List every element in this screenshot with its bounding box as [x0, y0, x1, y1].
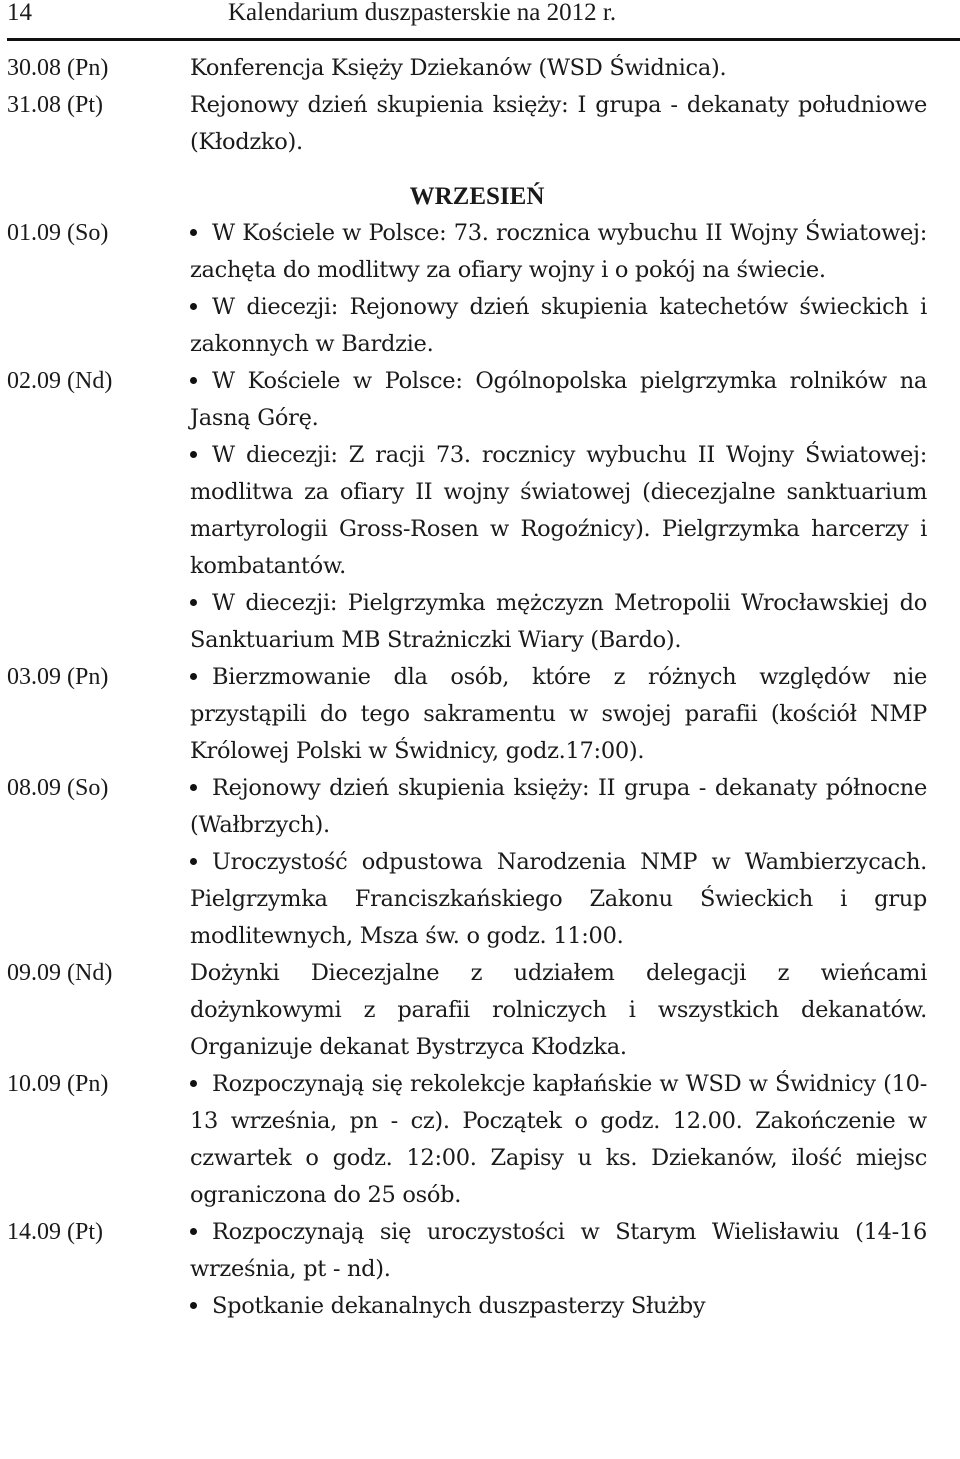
calendar-day — [0, 1214, 960, 1325]
bullet-icon — [190, 673, 197, 680]
month-label: WRZESIEŃ — [409, 183, 545, 210]
entry-item — [190, 955, 927, 1066]
entry-text: Spotkanie dekanalnych duszpasterzy Służby — [212, 1293, 706, 1319]
entry-text: Uroczystość odpustowa Narodzenia NMP w Wambierzycach. Pielgrzymka Franciszkańskiego Zakonu Świeckich i grup modlitewnych, Msza św. o godz. 11:00. — [190, 849, 927, 949]
entry-item — [190, 1214, 927, 1288]
bullet-icon — [190, 229, 197, 236]
entry-item — [190, 1288, 927, 1325]
calendar-day — [0, 955, 960, 1066]
entry-text: W diecezji: Z racji 73. rocznicy wybuchu II Wojny Światowej: modlitwa za ofiary II wojny światowej (diecezjalne sanktuarium martyrologii Gross-Rosen w Rogoźnicy). Pielgrzymka harcerzy i kombatantów. — [190, 442, 927, 579]
bullet-icon — [190, 784, 197, 791]
day-date: 03.09 (Pn) — [7, 664, 109, 690]
entry-text: Rozpoczynają się rekolekcje kapłańskie w WSD w Świdnicy (10-13 września, pn - cz). Początek o godz. 12.00. Zakończenie w czwartek o godz. 12:00. Zapisy u ks. Dziekanów, ilość miejsc ograniczona do 25 osób. — [190, 1071, 927, 1208]
month-heading — [0, 161, 960, 215]
calendar-day — [0, 659, 960, 770]
entry-text: W diecezji: Rejonowy dzień skupienia katechetów świeckich i zakonnych w Bardzie. — [190, 294, 927, 357]
bullet-icon — [190, 451, 197, 458]
entry-text: Bierzmowanie dla osób, które z różnych względów nie przystąpili do tego sakramentu w swojej parafii (kościół NMP Królowej Polski w Świdnicy, godz.17:00). — [190, 664, 927, 764]
page-header — [7, 0, 960, 41]
day-date: 10.09 (Pn) — [7, 1071, 109, 1097]
day-date: 01.09 (So) — [7, 220, 109, 246]
calendar-day — [0, 1066, 960, 1214]
entry-text: W diecezji: Pielgrzymka mężczyzn Metropolii Wrocławskiej do Sanktuarium MB Strażniczki Wiary (Bardo). — [190, 590, 927, 653]
bullet-icon — [190, 599, 197, 606]
day-date: 09.09 (Nd) — [7, 960, 113, 986]
entry-text: Rejonowy dzień skupienia księży: I grupa - dekanaty południowe (Kłodzko). — [190, 92, 927, 155]
entry-item — [190, 289, 927, 363]
calendar-day — [0, 87, 960, 161]
calendar-day — [0, 770, 960, 955]
entry-item — [190, 363, 927, 437]
september-list — [0, 215, 960, 1325]
entry-text: Rozpoczynają się uroczystości w Starym Wielisławiu (14-16 września, pt - nd). — [190, 1219, 927, 1282]
day-date: 08.09 (So) — [7, 775, 109, 801]
bullet-icon — [190, 1302, 197, 1309]
entry-item — [190, 215, 927, 289]
day-date: 30.08 (Pn) — [7, 55, 109, 81]
bullet-icon — [190, 377, 197, 384]
calendar-day — [0, 50, 960, 87]
entry-item — [190, 844, 927, 955]
bullet-icon — [190, 303, 197, 310]
entry-item — [190, 585, 927, 659]
bullet-icon — [190, 1228, 197, 1235]
entry-text: Rejonowy dzień skupienia księży: II grupa - dekanaty północne (Wałbrzych). — [190, 775, 927, 838]
calendar-content — [0, 50, 960, 1325]
entry-item — [190, 1066, 927, 1214]
day-date: 02.09 (Nd) — [7, 368, 113, 394]
entry-text: Konferencja Księży Dziekanów (WSD Świdnica). — [190, 55, 727, 81]
entry-item — [190, 659, 927, 770]
bullet-icon — [190, 1080, 197, 1087]
entry-item — [190, 437, 927, 585]
entry-text: W Kościele w Polsce: 73. rocznica wybuchu II Wojny Światowej: zachęta do modlitwy za ofiary wojny i o pokój na świecie. — [190, 220, 927, 283]
calendar-day — [0, 363, 960, 659]
day-date: 14.09 (Pt) — [7, 1219, 103, 1245]
day-date: 31.08 (Pt) — [7, 92, 103, 118]
entry-item — [190, 770, 927, 844]
page-title: Kalendarium duszpasterskie na 2012 r. — [228, 0, 617, 26]
page-number: 14 — [7, 0, 32, 26]
entry-text: Dożynki Diecezjalne z udziałem delegacji z wieńcami dożynkowymi z parafii rolniczych i wszystkich dekanatów. Organizuje dekanat Bystrzyca Kłodzka. — [190, 960, 927, 1060]
calendar-day — [0, 215, 960, 363]
bullet-icon — [190, 858, 197, 865]
entry-text: W Kościele w Polsce: Ogólnopolska pielgrzymka rolników na Jasną Górę. — [190, 368, 927, 431]
